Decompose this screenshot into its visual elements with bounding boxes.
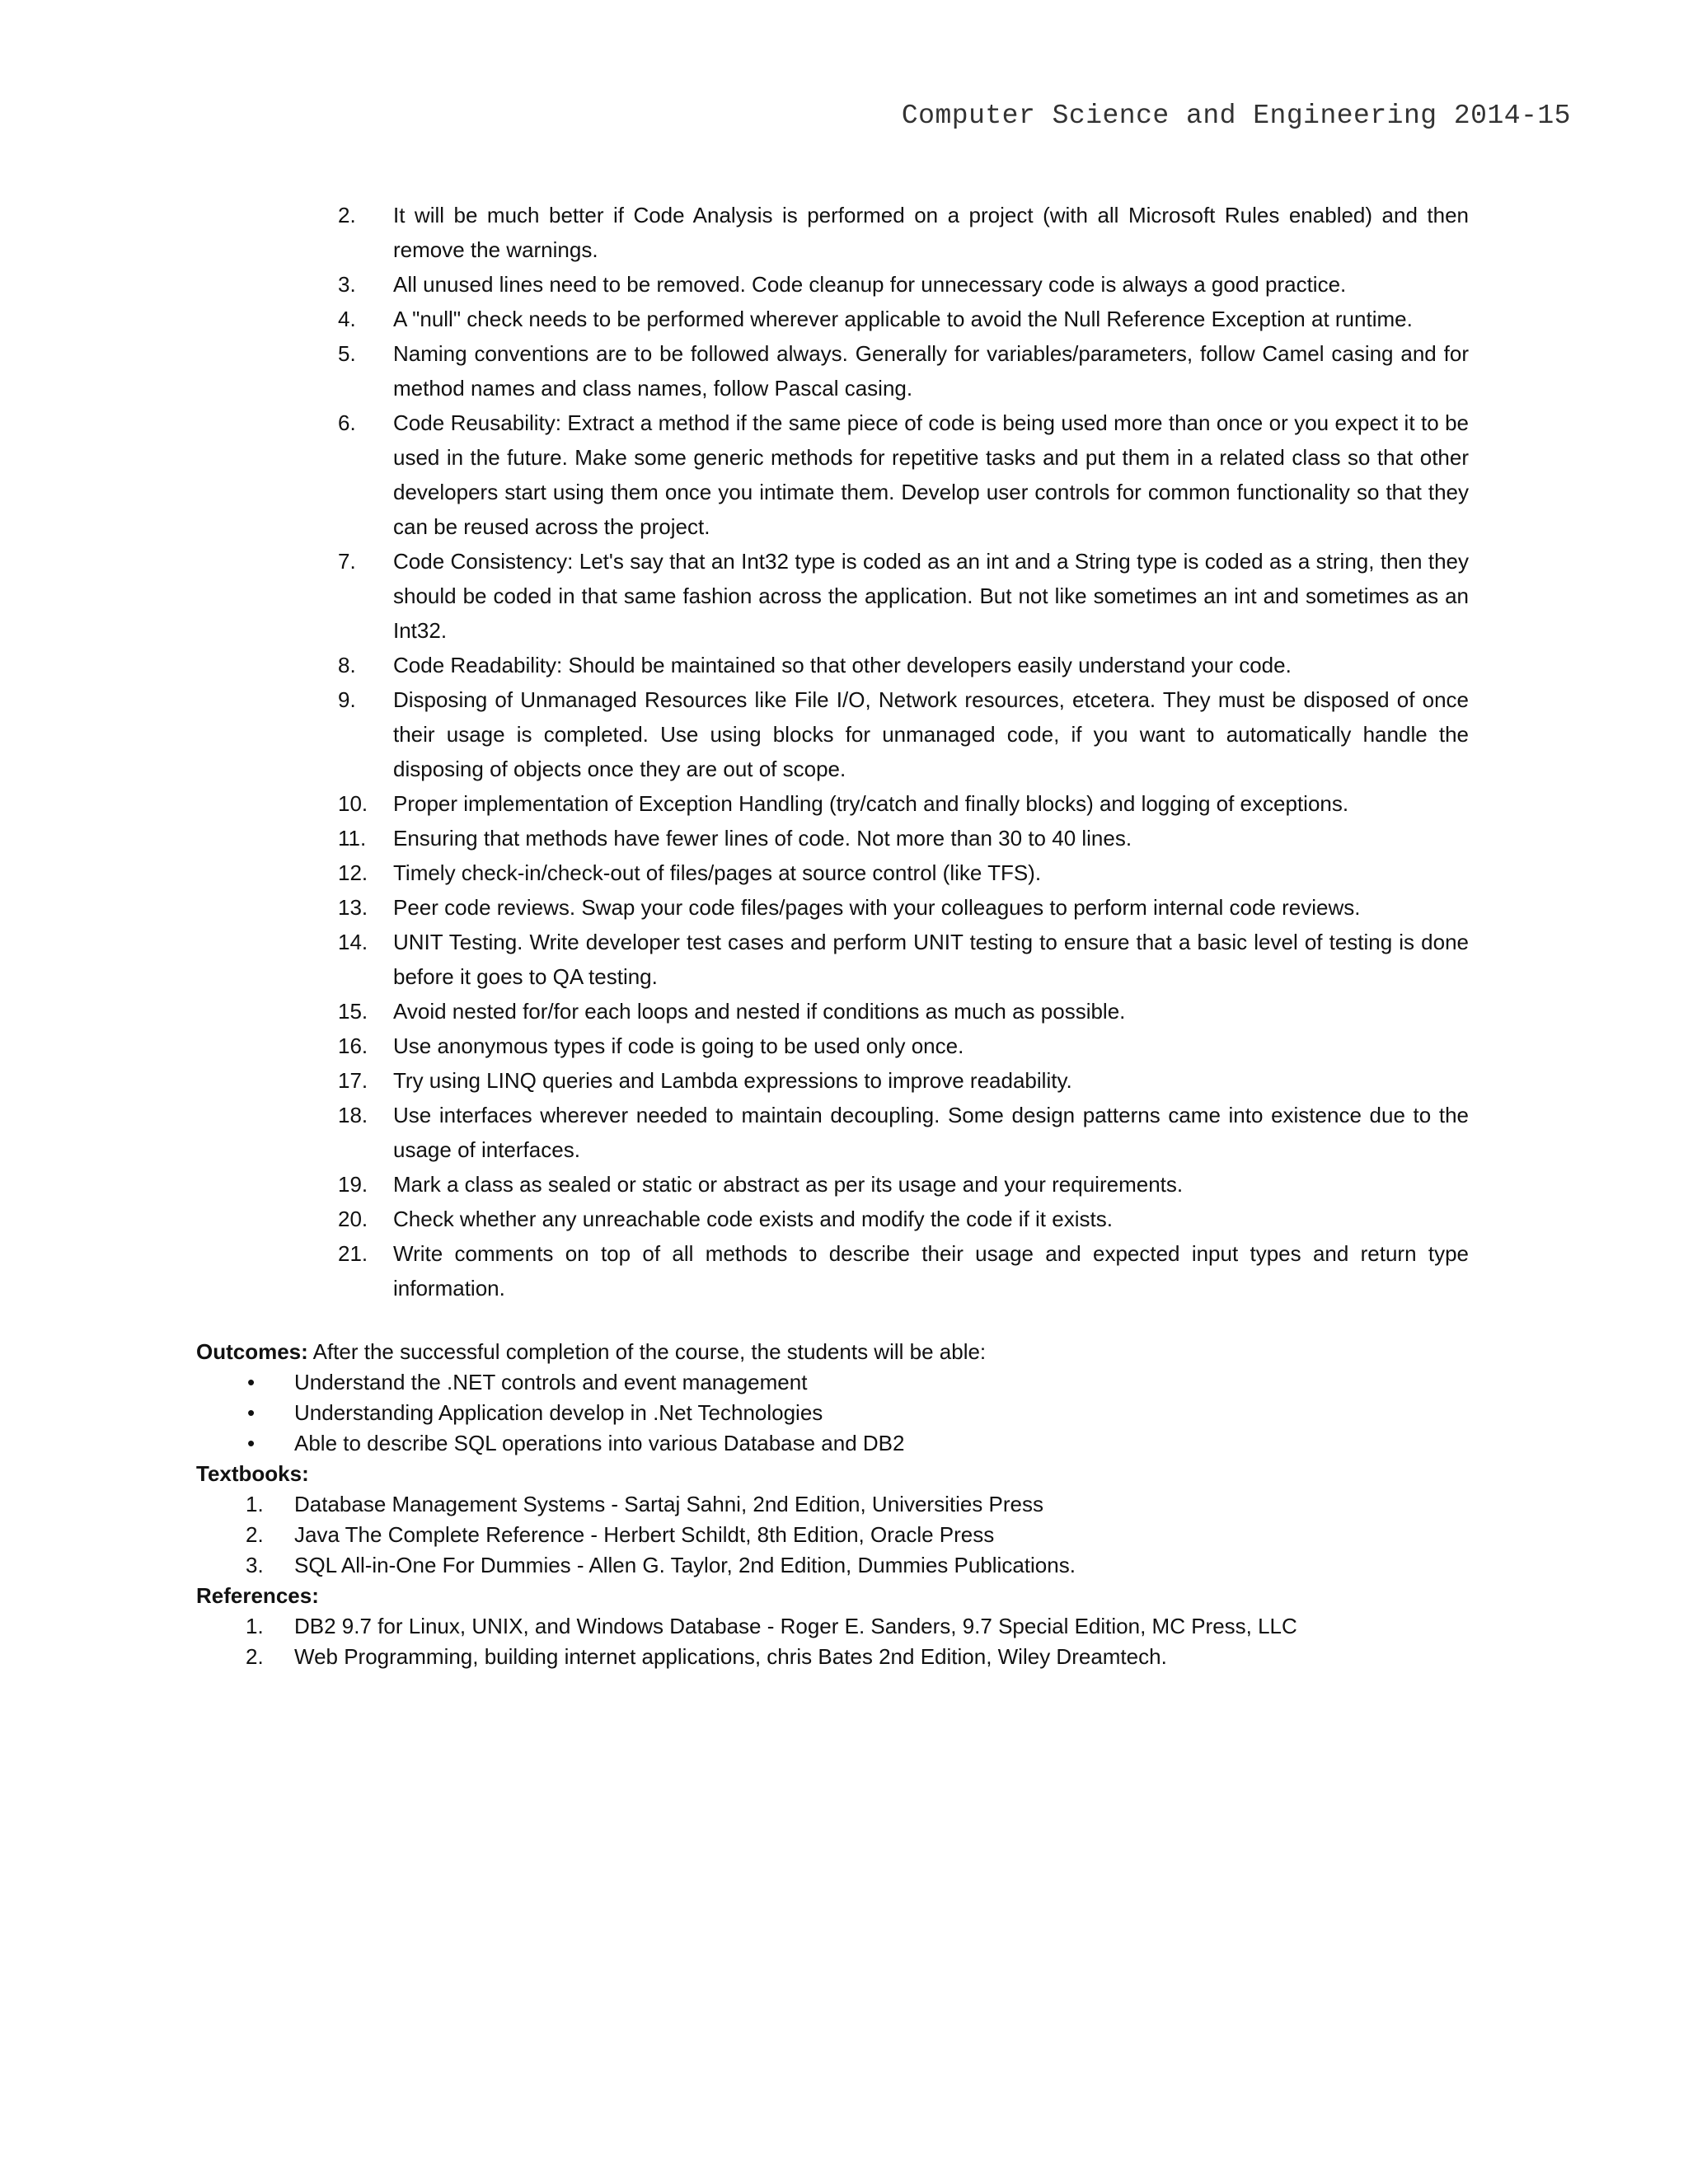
item-number: 1. — [246, 1492, 264, 1516]
item-text: Check whether any unreachable code exists and modify the code if it exists. — [393, 1207, 1113, 1231]
bullet-icon: • — [247, 1431, 256, 1455]
list-item — [338, 198, 1469, 267]
outcomes-intro: After the successful completion of the course, the students will be able: — [307, 1339, 987, 1364]
textbooks-list — [196, 1489, 1482, 1581]
item-text: Code Consistency: Let's say that an Int32 type is coded as an int and a String type is coded as a string, then they should be coded in that same fashion across the application. But not like sometimes an int and sometimes as an Int32. — [393, 549, 1469, 643]
item-number: 12. — [338, 860, 368, 885]
item-text: Code Readability: Should be maintained so that other developers easily understand your code. — [393, 653, 1292, 677]
item-text: Proper implementation of Exception Handling (try/catch and finally blocks) and logging of exceptions. — [393, 791, 1349, 816]
bullet-icon: • — [247, 1370, 256, 1394]
item-text: All unused lines need to be removed. Code cleanup for unnecessary code is always a good practice. — [393, 272, 1347, 297]
item-number: 13. — [338, 895, 368, 920]
item-text: Mark a class as sealed or static or abstract as per its usage and your requirements. — [393, 1172, 1184, 1197]
references-label: References: — [196, 1583, 319, 1608]
list-item — [338, 1167, 1469, 1202]
list-item — [196, 1398, 1482, 1428]
item-number: 20. — [338, 1207, 368, 1231]
item-number: 3. — [246, 1553, 264, 1577]
item-text: Use interfaces wherever needed to maintain decoupling. Some design patterns came into existence due to the usage of interfaces. — [393, 1103, 1469, 1162]
item-number: 2. — [246, 1522, 264, 1547]
item-number: 7. — [338, 549, 356, 574]
textbooks-label: Textbooks: — [196, 1461, 309, 1486]
list-item — [338, 1236, 1469, 1305]
item-text: Disposing of Unmanaged Resources like File I/O, Network resources, etcetera. They must be disposed of once their usage is completed. Use using blocks for unmanaged code, if you want to automatically handle the disposing of objects once they are out of scope. — [393, 687, 1469, 781]
item-number: 3. — [338, 272, 356, 297]
list-item — [338, 1029, 1469, 1063]
outcomes-list — [196, 1367, 1482, 1459]
item-text: Timely check-in/check-out of files/pages at source control (like TFS). — [393, 860, 1042, 885]
item-number: 6. — [338, 410, 356, 435]
list-item — [338, 821, 1469, 855]
item-number: 14. — [338, 930, 368, 954]
list-item — [338, 890, 1469, 925]
item-text: Code Reusability: Extract a method if the same piece of code is being used more than once or you expect it to be used in the future. Make some generic methods for repetitive tasks and put them in a related class so that other developers start using them once you intimate them. Develop user controls for common functionality so that they can be reused across the project. — [393, 410, 1469, 539]
list-item — [196, 1367, 1482, 1398]
outcomes-label: Outcomes: — [196, 1339, 308, 1364]
outcomes-heading — [196, 1337, 1482, 1367]
list-item — [338, 336, 1469, 405]
item-number: 1. — [246, 1614, 264, 1638]
item-text: Peer code reviews. Swap your code files/pages with your colleagues to perform internal code reviews. — [393, 895, 1361, 920]
textbooks-heading — [196, 1459, 1482, 1489]
item-text: UNIT Testing. Write developer test cases and perform UNIT testing to ensure that a basic level of testing is done before it goes to QA testing. — [393, 930, 1469, 989]
references-list — [196, 1611, 1482, 1672]
item-number: 2. — [338, 203, 356, 227]
item-text: A "null" check needs to be performed wherever applicable to avoid the Null Reference Exception at runtime. — [393, 307, 1413, 331]
list-item — [196, 1611, 1482, 1642]
references-heading — [196, 1581, 1482, 1611]
item-number: 10. — [338, 791, 368, 816]
list-item — [338, 405, 1469, 544]
bullet-icon: • — [247, 1400, 256, 1425]
list-item — [338, 925, 1469, 994]
item-number: 15. — [338, 999, 368, 1024]
item-text: Understand the .NET controls and event management — [294, 1370, 808, 1394]
list-item — [338, 1098, 1469, 1167]
list-item — [338, 994, 1469, 1029]
list-item — [338, 1202, 1469, 1236]
list-item — [338, 302, 1469, 336]
item-text: SQL All-in-One For Dummies - Allen G. Taylor, 2nd Edition, Dummies Publications. — [294, 1553, 1076, 1577]
item-number: 2. — [246, 1644, 264, 1669]
list-item — [338, 1063, 1469, 1098]
course-info-section — [196, 1337, 1482, 1672]
item-text: Write comments on top of all methods to describe their usage and expected input types and return type information. — [393, 1241, 1469, 1301]
item-number: 16. — [338, 1033, 368, 1058]
item-text: Web Programming, building internet applications, chris Bates 2nd Edition, Wiley Dreamtech. — [294, 1644, 1167, 1669]
list-item — [338, 855, 1469, 890]
item-text: Database Management Systems - Sartaj Sahni, 2nd Edition, Universities Press — [294, 1492, 1043, 1516]
list-item — [338, 786, 1469, 821]
list-item — [338, 682, 1469, 786]
item-number: 9. — [338, 687, 356, 712]
list-item — [338, 267, 1469, 302]
list-item — [196, 1489, 1482, 1520]
item-text: It will be much better if Code Analysis is performed on a project (with all Microsoft Rules enabled) and then remove the warnings. — [393, 203, 1469, 262]
list-item — [196, 1428, 1482, 1459]
item-text: Avoid nested for/for each loops and nested if conditions as much as possible. — [393, 999, 1126, 1024]
item-text: Try using LINQ queries and Lambda expressions to improve readability. — [393, 1068, 1072, 1093]
item-text: Use anonymous types if code is going to be used only once. — [393, 1033, 964, 1058]
page-header: Computer Science and Engineering 2014-15 — [901, 101, 1571, 131]
list-item — [338, 648, 1469, 682]
coding-guidelines-list — [338, 198, 1469, 1305]
item-text: Able to describe SQL operations into various Database and DB2 — [294, 1431, 905, 1455]
list-item — [196, 1550, 1482, 1581]
list-item — [338, 544, 1469, 648]
list-item — [196, 1520, 1482, 1550]
item-number: 5. — [338, 341, 356, 366]
item-number: 4. — [338, 307, 356, 331]
item-number: 11. — [338, 826, 367, 851]
item-text: Understanding Application develop in .Net Technologies — [294, 1400, 823, 1425]
item-number: 19. — [338, 1172, 368, 1197]
item-number: 21. — [338, 1241, 368, 1266]
item-number: 18. — [338, 1103, 368, 1127]
item-number: 8. — [338, 653, 356, 677]
list-item — [196, 1642, 1482, 1672]
item-text: Naming conventions are to be followed always. Generally for variables/parameters, follow Camel casing and for method names and class names, follow Pascal casing. — [393, 341, 1469, 401]
item-number: 17. — [338, 1068, 368, 1093]
item-text: Java The Complete Reference - Herbert Schildt, 8th Edition, Oracle Press — [294, 1522, 995, 1547]
item-text: DB2 9.7 for Linux, UNIX, and Windows Database - Roger E. Sanders, 9.7 Special Edition, MC Press, LLC — [294, 1614, 1297, 1638]
item-text: Ensuring that methods have fewer lines of code. Not more than 30 to 40 lines. — [393, 826, 1132, 851]
